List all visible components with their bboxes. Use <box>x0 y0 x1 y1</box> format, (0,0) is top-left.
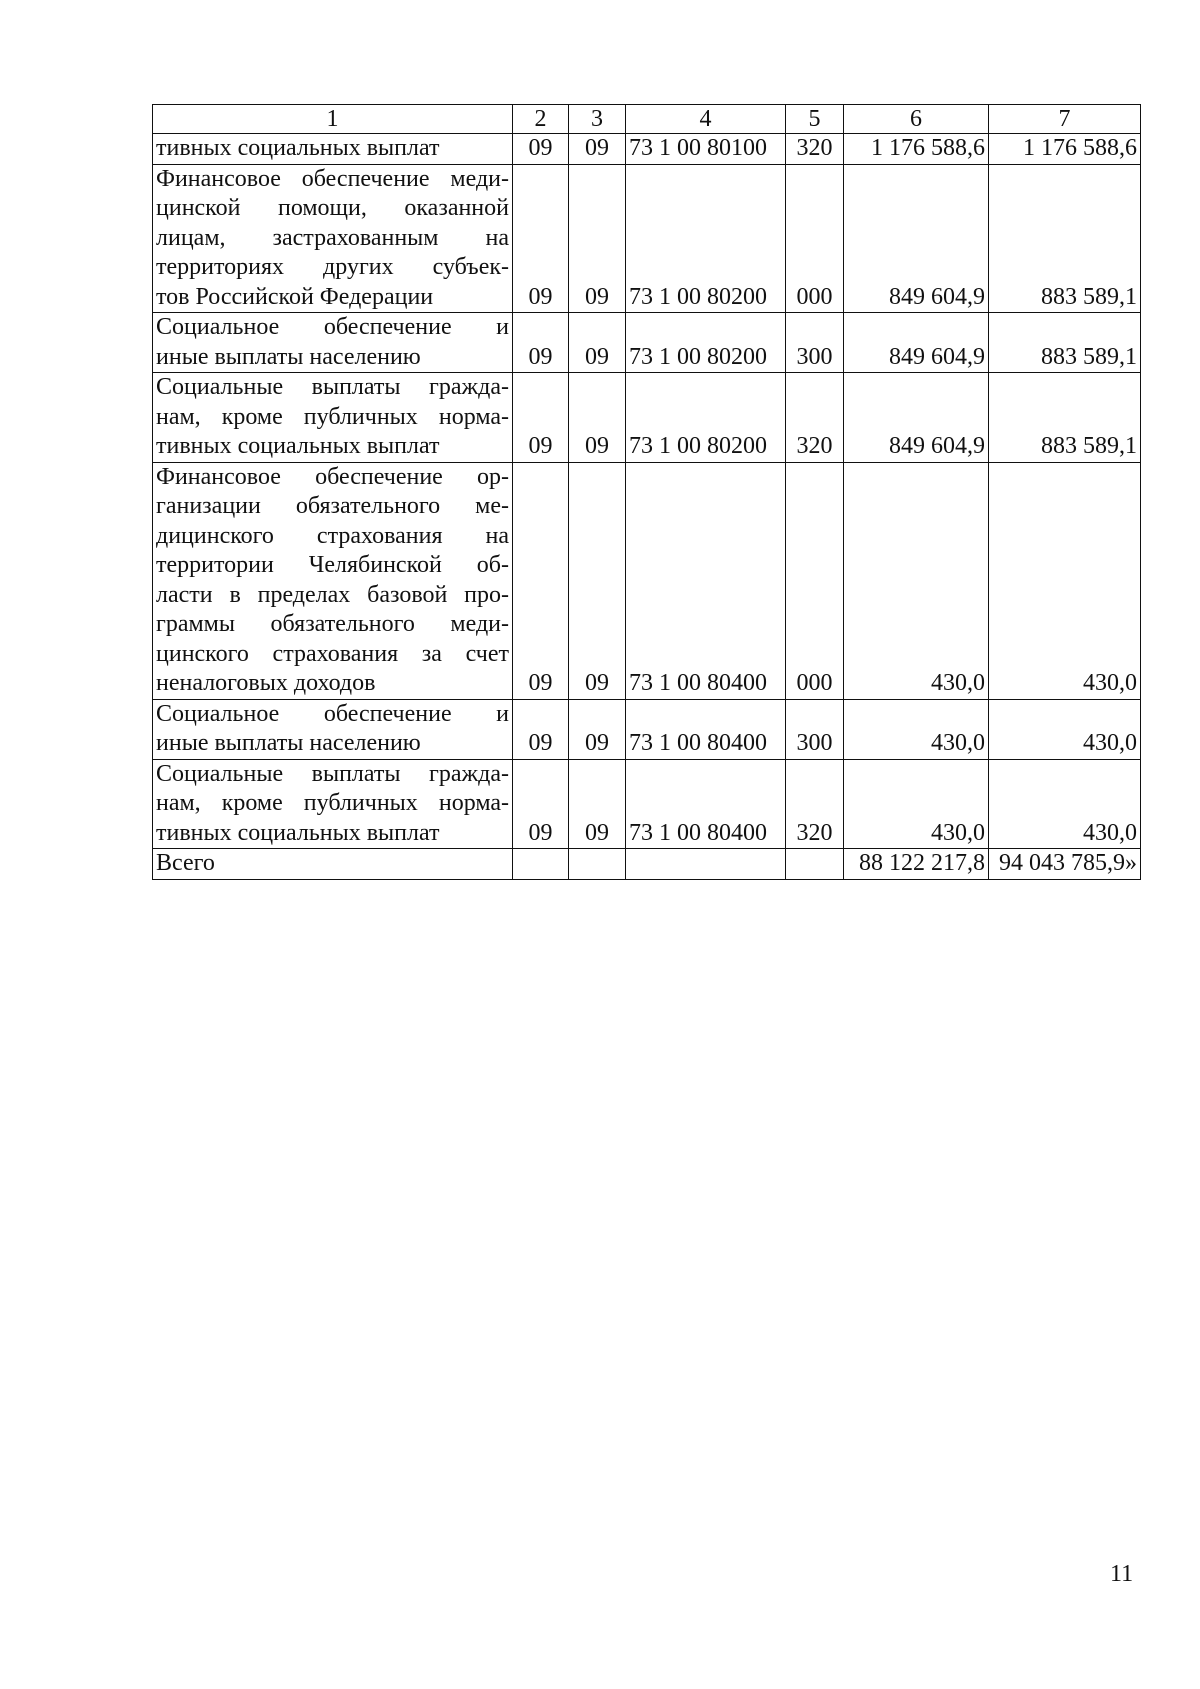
description-line: нам, кроме публичных норма- <box>156 403 509 430</box>
table-row <box>153 699 1141 759</box>
header-col-4: 4 <box>626 105 786 134</box>
header-col-5: 5 <box>786 105 844 134</box>
table-row <box>153 759 1141 849</box>
amount-year-2: 883 589,1 <box>989 313 1141 373</box>
header-col-2: 2 <box>513 105 569 134</box>
row-description <box>153 759 513 849</box>
expense-type-code: 300 <box>786 313 844 373</box>
expense-type-code: 000 <box>786 164 844 313</box>
description-line: цинской помощи, оказанной <box>156 195 509 221</box>
budget-table <box>152 104 1141 880</box>
subsection-code: 09 <box>569 134 626 165</box>
description-line: иные выплаты населению <box>156 730 421 756</box>
target-article-code: 73 1 00 80200 <box>626 164 786 313</box>
description-line: тивных социальных выплат <box>156 433 440 459</box>
amount-year-1: 849 604,9 <box>844 313 989 373</box>
row-description <box>153 134 513 165</box>
table-row <box>153 164 1141 313</box>
header-col-1: 1 <box>153 105 513 134</box>
description-line: Социальные выплаты гражда- <box>156 760 509 787</box>
table-row <box>153 462 1141 699</box>
expense-type-code: 300 <box>786 699 844 759</box>
amount-year-1: 88 122 217,8 <box>844 849 989 880</box>
description-line: лицам, застрахованным на <box>156 224 509 251</box>
description-line: иные выплаты населению <box>156 343 421 370</box>
amount-year-2: 430,0 <box>989 699 1141 759</box>
subsection-code: 09 <box>569 373 626 463</box>
row-description <box>153 373 513 463</box>
section-code: 09 <box>513 759 569 849</box>
row-description <box>153 699 513 759</box>
subsection-code: 09 <box>569 164 626 313</box>
amount-year-1: 430,0 <box>844 759 989 849</box>
row-description <box>153 462 513 699</box>
target-article-code: 73 1 00 80100 <box>626 134 786 165</box>
description-line: тивных социальных выплат <box>156 819 440 846</box>
description-line: дицинского страхования на <box>156 522 509 549</box>
description-line: ласти в пределах базовой про- <box>156 581 509 608</box>
section-code: 09 <box>513 164 569 313</box>
subsection-code: 09 <box>569 699 626 759</box>
section-code <box>513 849 569 880</box>
description-line: Финансовое обеспечение меди- <box>156 165 509 192</box>
amount-year-1: 430,0 <box>844 462 989 699</box>
amount-year-2: 883 589,1 <box>989 373 1141 463</box>
amount-year-2: 430,0 <box>989 462 1141 699</box>
description-line: Социальные выплаты гражда- <box>156 374 509 400</box>
description-line: территориях других субъек- <box>156 254 509 280</box>
section-code: 09 <box>513 699 569 759</box>
target-article-code <box>626 849 786 880</box>
description-line: тивных социальных выплат <box>156 135 440 161</box>
amount-year-1: 849 604,9 <box>844 164 989 313</box>
table-row <box>153 313 1141 373</box>
amount-year-1: 1 176 588,6 <box>844 134 989 165</box>
expense-type-code: 320 <box>786 134 844 165</box>
section-code: 09 <box>513 462 569 699</box>
description-line: тов Российской Федерации <box>156 283 434 310</box>
amount-year-2: 1 176 588,6 <box>989 134 1141 165</box>
expense-type-code: 000 <box>786 462 844 699</box>
target-article-code: 73 1 00 80400 <box>626 699 786 759</box>
amount-year-1: 430,0 <box>844 699 989 759</box>
description-line: неналоговых доходов <box>156 670 376 696</box>
section-code: 09 <box>513 373 569 463</box>
table-row <box>153 134 1141 165</box>
description-line: нам, кроме публичных норма- <box>156 790 509 816</box>
amount-year-2: 94 043 785,9» <box>989 849 1141 880</box>
section-code: 09 <box>513 134 569 165</box>
subsection-code <box>569 849 626 880</box>
subsection-code: 09 <box>569 313 626 373</box>
table-row <box>153 373 1141 463</box>
description-line: ганизации обязательного ме- <box>156 493 509 519</box>
header-col-3: 3 <box>569 105 626 134</box>
expense-type-code: 320 <box>786 373 844 463</box>
table-body <box>153 134 1141 880</box>
row-description <box>153 164 513 313</box>
target-article-code: 73 1 00 80200 <box>626 373 786 463</box>
table-header-row <box>153 105 1141 134</box>
description-line: территории Челябинской об- <box>156 552 509 578</box>
row-description <box>153 849 513 880</box>
amount-year-2: 883 589,1 <box>989 164 1141 313</box>
table-row <box>153 849 1141 880</box>
section-code: 09 <box>513 313 569 373</box>
amount-year-2: 430,0 <box>989 759 1141 849</box>
description-line: граммы обязательного меди- <box>156 611 509 637</box>
amount-year-1: 849 604,9 <box>844 373 989 463</box>
row-description <box>153 313 513 373</box>
header-col-6: 6 <box>844 105 989 134</box>
target-article-code: 73 1 00 80200 <box>626 313 786 373</box>
description-line: Всего <box>156 850 215 876</box>
description-line: цинского страхования за счет <box>156 640 509 667</box>
page-number: 11 <box>1110 1561 1134 1587</box>
target-article-code: 73 1 00 80400 <box>626 462 786 699</box>
description-line: Социальное обеспечение и <box>156 314 509 340</box>
description-line: Финансовое обеспечение ор- <box>156 463 509 490</box>
target-article-code: 73 1 00 80400 <box>626 759 786 849</box>
subsection-code: 09 <box>569 759 626 849</box>
description-line: Социальное обеспечение и <box>156 700 509 727</box>
expense-type-code <box>786 849 844 880</box>
expense-type-code: 320 <box>786 759 844 849</box>
subsection-code: 09 <box>569 462 626 699</box>
header-col-7: 7 <box>989 105 1141 134</box>
